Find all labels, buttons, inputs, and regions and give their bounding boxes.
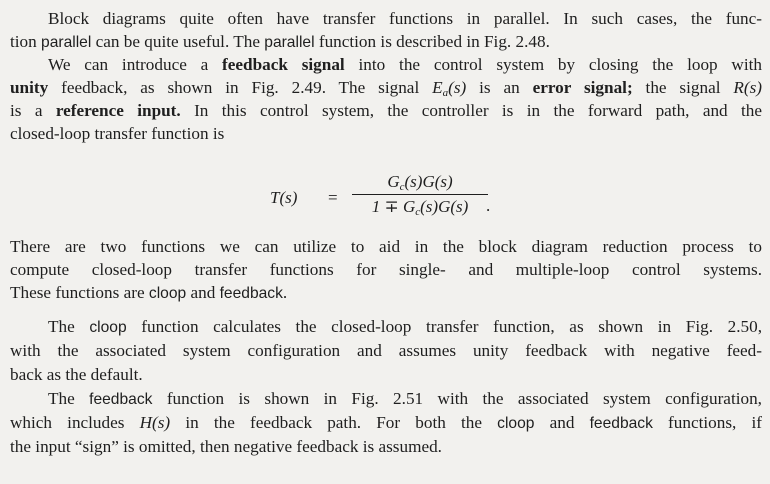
text: The — [48, 389, 90, 408]
code-feedback: feedback — [89, 391, 153, 408]
text: and — [534, 413, 590, 432]
equation-lhs: T(s) — [270, 188, 298, 207]
text: . — [282, 283, 288, 302]
text: closed-loop transfer function is — [10, 124, 225, 143]
code-cloop: cloop — [148, 285, 187, 302]
text: into the control system by closing the loop with — [344, 55, 762, 74]
text: tion — [10, 32, 42, 51]
text: function calculates the closed-loop transfer function, as shown in Fig. 2.50, — [126, 317, 762, 336]
p3-line-3 — [10, 282, 762, 305]
code-cloop: cloop — [497, 415, 535, 432]
symbol-H: H(s) — [139, 413, 171, 432]
text: There are two functions we can utilize to aid in the block diagram reduction process to — [10, 237, 762, 256]
symbol-text: 1 ∓ G — [371, 197, 416, 216]
code-cloop: cloop — [89, 319, 127, 336]
code-parallel: parallel — [264, 34, 315, 51]
p2-line-4 — [10, 123, 762, 145]
p5-line-1 — [48, 388, 762, 411]
text: back as the default. — [10, 365, 143, 384]
p1-line-1 — [48, 8, 762, 30]
subscript: c — [399, 181, 405, 193]
numerator — [350, 170, 490, 194]
text: which includes — [10, 413, 140, 432]
p1-line-2 — [10, 31, 762, 54]
subscript: a — [442, 87, 449, 99]
p4-line-2 — [10, 340, 762, 362]
p5-line-2 — [10, 412, 762, 435]
equation-fraction — [350, 170, 490, 219]
text: functions, if — [652, 413, 762, 432]
symbol-E: E — [432, 78, 443, 97]
subscript: c — [415, 206, 421, 218]
p2-line-1 — [48, 54, 762, 76]
text: function is shown in Fig. 2.51 with the associated system configuration, — [152, 389, 762, 408]
term-unity: unity — [10, 78, 49, 97]
equals-sign: = — [328, 188, 338, 207]
text: the signal — [632, 78, 734, 97]
code-feedback: feedback — [589, 415, 653, 432]
text: The — [48, 317, 90, 336]
p2-line-3 — [10, 100, 762, 122]
text: in the feedback path. For both the — [170, 413, 498, 432]
text: In this control system, the controller is in the forward path, and the — [180, 101, 762, 120]
text: Block diagrams quite often have transfer functions in parallel. In such cases, the func- — [48, 9, 762, 28]
code-parallel: parallel — [41, 34, 92, 51]
term-error-signal: error signal; — [532, 78, 633, 97]
text: with the associated system configuration and assumes unity feedback with negative feed- — [10, 341, 762, 360]
symbol-text: (s)G(s) — [404, 172, 453, 191]
text: compute closed-loop transfer functions for single- and multiple-loop control systems. — [10, 260, 762, 279]
text: and — [186, 283, 220, 302]
text: We can introduce a — [48, 55, 223, 74]
text: the input “sign” is omitted, then negative feedback is assumed. — [10, 437, 442, 456]
p3-line-1 — [10, 236, 762, 258]
symbol-s: (s) — [448, 78, 467, 97]
p3-line-2 — [10, 259, 762, 281]
text: can be quite useful. The — [91, 32, 265, 51]
text: These functions are — [10, 283, 149, 302]
term-feedback-signal: feedback signal — [222, 55, 345, 74]
transfer-function-equation — [270, 170, 510, 230]
symbol-text: (s)G(s) — [420, 197, 469, 216]
p4-line-3 — [10, 364, 762, 386]
text: is a — [10, 101, 56, 120]
term-reference-input: reference input. — [55, 101, 181, 120]
text: is an — [466, 78, 533, 97]
symbol-G: G — [387, 172, 400, 191]
code-feedback: feedback — [219, 285, 283, 302]
symbol-R: R(s) — [733, 78, 763, 97]
period: . — [486, 196, 491, 215]
p5-line-3 — [10, 436, 762, 458]
text: function is described in Fig. 2.48. — [314, 32, 550, 51]
p4-line-1 — [48, 316, 762, 339]
denominator — [350, 195, 490, 219]
text: feedback, as shown in Fig. 2.49. The signal — [48, 78, 433, 97]
